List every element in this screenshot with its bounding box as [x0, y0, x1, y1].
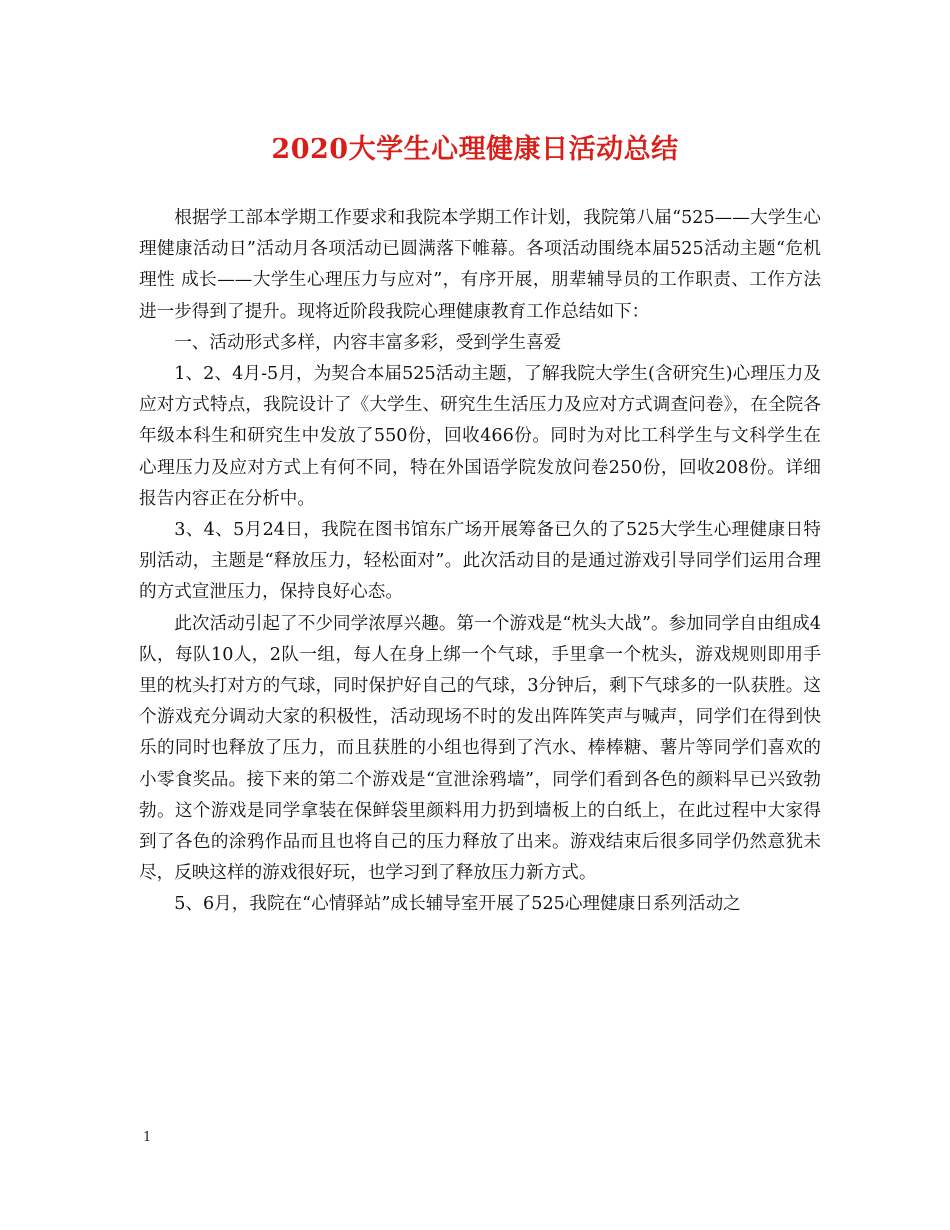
page-number: 1 [143, 1130, 152, 1145]
paragraph-mood-station: 5、6月，我院在“心情驿站”成长辅导室开展了525心理健康日系列活动之 [174, 894, 741, 915]
document-body [139, 203, 821, 921]
paragraph-survey: 1、2、4月-5月，为契合本届525活动主题，了解我院大学生(含研究生)心理压力及应对方式特点，我院设计了《大学生、研究生生活压力及应对方式调查问卷》，在全院各年级本科生和研究生中发放了550份，回收466份。同时为对比工科学生与文科学生在心理压力及应对方式上有何不同，特在外国语学院发放问卷250份，回收208份。详细报告内容正在分析中。 [139, 364, 821, 509]
paragraph-intro: 根据学工部本学期工作要求和我院本学期工作计划，我院第八届“525——大学生心理健康活动日”活动月各项活动已圆满落下帷幕。各项活动围绕本届525活动主题“危机 理性 成长——大学生心理压力与应对”，有序开展，朋辈辅导员的工作职责、工作方法进一步得到了提升。现将近阶段我院心理健康教育工作总结如下： [139, 208, 821, 322]
document-title: 2020大学生心理健康日活动总结 [271, 134, 679, 165]
paragraph-games: 此次活动引起了不少同学浓厚兴趣。第一个游戏是“枕头大战”。参加同学自由组成4队，每队10人，2队一组，每人在身上绑一个气球，手里拿一个枕头，游戏规则即用手里的枕头打对方的气球，同时保护好自己的气球，3分钟后，剩下气球多的一队获胜。这个游戏充分调动大家的积极性，活动现场不时的发出阵阵笑声与喊声，同学们在得到快乐的同时也释放了压力，而且获胜的小组也得到了汽水、棒棒糖、薯片等同学们喜欢的小零食奖品。接下来的第二个游戏是“宣泄涂鸦墙”，同学们看到各色的颜料早已兴致勃勃。这个游戏是同学拿装在保鲜袋里颜料用力扔到墙板上的白纸上，在此过程中大家得到了各色的涂鸦作品而且也将自己的压力释放了出来。游戏结束后很多同学仍然意犹未尽，反映这样的游戏很好玩，也学习到了释放压力新方式。 [139, 613, 821, 884]
section-heading-1: 一、活动形式多样，内容丰富多彩，受到学生喜爱 [174, 332, 562, 353]
paragraph-special-event: 3、4、5月24日，我院在图书馆东广场开展筹备已久的了525大学生心理健康日特别活动，主题是“释放压力，轻松面对”。此次活动目的是通过游戏引导同学们运用合理的方式宣泄压力，保持良好心态。 [139, 520, 821, 603]
